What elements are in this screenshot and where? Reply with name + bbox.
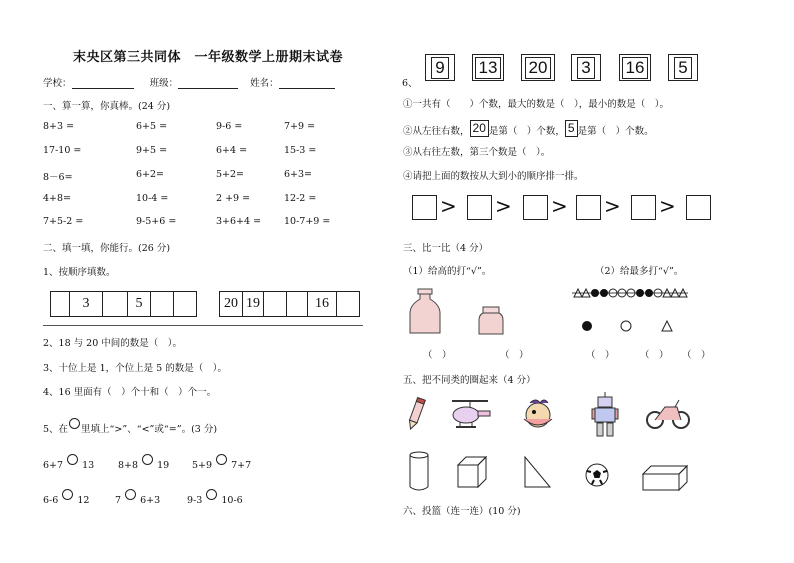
section-3-heading: 三、比一比（4 分）	[403, 243, 489, 254]
number-card-value: 20	[525, 57, 552, 79]
calc-item: 5+2=	[216, 169, 245, 180]
compare-left: 8+8	[118, 460, 139, 471]
compare-sub-2: （2）给最多打“√”。	[595, 266, 684, 277]
sequence-cell[interactable]: 16	[308, 292, 337, 316]
greater-than-sign: >	[659, 194, 676, 218]
compare-circle-icon[interactable]	[62, 489, 73, 500]
number-card	[521, 54, 555, 81]
sequence-cell[interactable]: 3	[70, 292, 103, 316]
order-answer-box[interactable]	[467, 195, 492, 220]
q6-l2-mid: 是第（ ）个数，	[488, 126, 565, 137]
order-answer-box[interactable]	[412, 195, 437, 220]
calc-item: 10-7+9 =	[284, 216, 331, 227]
q5-pre: 5、在	[43, 424, 69, 435]
school-label: 学校：	[43, 78, 72, 89]
sequence-boxes-1	[50, 291, 197, 317]
right-triangle-icon	[522, 455, 552, 489]
pencil-icon	[405, 396, 427, 432]
compare-item	[192, 454, 251, 471]
sequence-cell[interactable]	[287, 292, 308, 316]
order-answer-box[interactable]	[576, 195, 601, 220]
number-card-value: 3	[577, 57, 594, 79]
calc-item: 6+5 =	[136, 121, 168, 132]
number-card	[668, 54, 698, 81]
compare-item	[115, 489, 160, 506]
q2-text: 2、18 与 20 中间的数是（ ）。	[43, 338, 183, 349]
cube-icon	[456, 455, 488, 489]
compare-right: 13	[82, 460, 95, 471]
compare-left: 7	[115, 495, 122, 506]
calc-item: 10-4 =	[136, 193, 169, 204]
toy-motorbike-icon	[645, 397, 691, 429]
number-card	[571, 54, 601, 81]
q6-l2-post: 是第（ ）个数。	[577, 126, 654, 137]
calc-item: 9-5+6 =	[136, 216, 177, 227]
cylinder-icon	[408, 451, 430, 491]
calc-item: 9+5 =	[136, 145, 168, 156]
q6-line-4: ④请把上面的数按从大到小的顺序排一排。	[403, 171, 584, 182]
section-6-heading: 六、投篮（连一连）(10 分)	[403, 506, 521, 517]
school-blank[interactable]	[72, 78, 134, 89]
number-card	[425, 54, 455, 81]
section-2-heading: 二、填一填，你能行。(26 分)	[43, 243, 171, 254]
compare-sub-1: （1）给高的打“√”。	[403, 266, 492, 277]
number-box-5: 5	[565, 120, 578, 137]
toy-helicopter-icon	[446, 397, 494, 431]
name-blank[interactable]	[279, 78, 335, 89]
compare-item	[43, 454, 94, 471]
sequence-cell[interactable]: 19	[243, 292, 264, 316]
compare-right: 19	[157, 460, 170, 471]
answer-paren-2[interactable]: （ ）	[500, 350, 529, 361]
greater-than-sign: >	[551, 194, 568, 218]
sequence-cell[interactable]	[51, 292, 70, 316]
calc-item: 8－6=	[43, 172, 73, 183]
number-card-value: 9	[431, 57, 448, 79]
compare-item	[118, 454, 169, 471]
sequence-cell[interactable]: 20	[220, 292, 243, 316]
q5-text	[43, 418, 217, 435]
sequence-cell[interactable]: 5	[128, 292, 151, 316]
number-card-value: 16	[622, 57, 649, 79]
compare-item	[43, 489, 89, 506]
order-answer-box[interactable]	[523, 195, 548, 220]
calc-item: 6+2=	[136, 169, 165, 180]
order-answer-box[interactable]	[631, 195, 656, 220]
calc-item: 8+3 =	[43, 121, 75, 132]
calc-item: 4+8=	[43, 193, 72, 204]
sequence-cell[interactable]	[103, 292, 128, 316]
greater-than-sign: >	[604, 194, 621, 218]
sequence-cell[interactable]	[174, 292, 196, 316]
compare-circle-icon[interactable]	[206, 489, 217, 500]
calc-item: 15-3 =	[284, 145, 317, 156]
calc-item: 3+6+4 =	[216, 216, 262, 227]
q6-line-2	[403, 120, 654, 137]
cuboid-icon	[641, 464, 689, 492]
calc-item: 6+3=	[284, 169, 313, 180]
toy-bird-icon	[518, 397, 558, 431]
number-card	[472, 54, 504, 81]
sequence-cell[interactable]	[264, 292, 287, 316]
compare-circle-icon[interactable]	[216, 454, 227, 465]
sequence-cell[interactable]	[151, 292, 174, 316]
student-info-row	[43, 75, 335, 89]
sequence-cell[interactable]	[337, 292, 359, 316]
calc-item: 6+4 =	[216, 145, 248, 156]
short-jar-icon	[478, 307, 504, 335]
toy-robot-icon	[592, 392, 618, 438]
class-blank[interactable]	[178, 78, 238, 89]
answer-paren-4[interactable]: （ ）	[640, 350, 669, 361]
sequence-boxes-2	[219, 291, 360, 317]
soccer-ball-icon	[584, 462, 610, 488]
bead-string-icon	[570, 286, 690, 300]
compare-left: 6-6	[43, 495, 59, 506]
compare-right: 7+7	[231, 460, 252, 471]
name-label: 姓名：	[250, 78, 279, 89]
compare-right: 12	[77, 495, 90, 506]
section-5-heading: 五、把不同类的圈起来（4 分）	[403, 375, 536, 386]
divider	[43, 325, 363, 326]
answer-paren-3[interactable]: （ ）	[586, 350, 615, 361]
filled-circle-icon	[580, 319, 594, 333]
calc-item: 7+9 =	[284, 121, 316, 132]
compare-right: 6+3	[140, 495, 161, 506]
compare-circle-icon[interactable]	[67, 454, 78, 465]
q6-line-3: ③从右往左数，第三个数是（ ）。	[403, 147, 551, 158]
page-title: 末央区第三共同体 一年级数学上册期末试卷	[73, 50, 344, 65]
section-1-heading: 一、算一算，你真棒。(24 分)	[43, 101, 171, 112]
q3-text: 3、十位上是 1，个位上是 5 的数是（ ）。	[43, 363, 227, 374]
calc-item: 9-6 =	[216, 121, 243, 132]
q1-text: 1、按顺序填数。	[43, 267, 116, 278]
answer-paren-1[interactable]: （ ）	[423, 350, 452, 361]
calc-item: 2 +9 =	[216, 193, 251, 204]
q6-label: 6、	[402, 78, 418, 89]
number-card	[619, 54, 651, 81]
calc-item: 7+5-2 =	[43, 216, 84, 227]
compare-left: 6+7	[43, 460, 64, 471]
tall-bottle-icon	[408, 289, 442, 335]
compare-circle-icon[interactable]	[142, 454, 153, 465]
q6-line-1: ①一共有（ ）个数，最大的数是（ ），最小的数是（ ）。	[403, 99, 670, 110]
order-answer-box[interactable]	[686, 195, 711, 220]
compare-circle-icon[interactable]	[125, 489, 136, 500]
q4-text: 4、16 里面有（ ）个十和（ ）个一。	[43, 387, 217, 398]
q6-l2-pre: ②从左往右数，	[403, 126, 470, 137]
compare-left: 5+9	[192, 460, 213, 471]
number-card-value: 5	[674, 57, 691, 79]
greater-than-sign: >	[495, 194, 512, 218]
circle-blank-icon	[69, 418, 80, 429]
compare-left: 9-3	[187, 495, 203, 506]
answer-paren-5[interactable]: （ ）	[682, 350, 711, 361]
number-box-20: 20	[470, 120, 489, 137]
q5-post: 里填上“>”、“<”或“=”。(3 分)	[81, 424, 218, 435]
greater-than-sign: >	[440, 194, 457, 218]
class-label: 班级：	[149, 78, 179, 89]
hollow-circle-icon	[619, 319, 633, 333]
triangle-icon	[660, 319, 674, 333]
calc-item: 17-10 =	[43, 145, 82, 156]
compare-right: 10-6	[221, 495, 243, 506]
number-card-value: 13	[475, 57, 502, 79]
calc-item: 12-2 =	[284, 193, 317, 204]
compare-item	[187, 489, 243, 506]
